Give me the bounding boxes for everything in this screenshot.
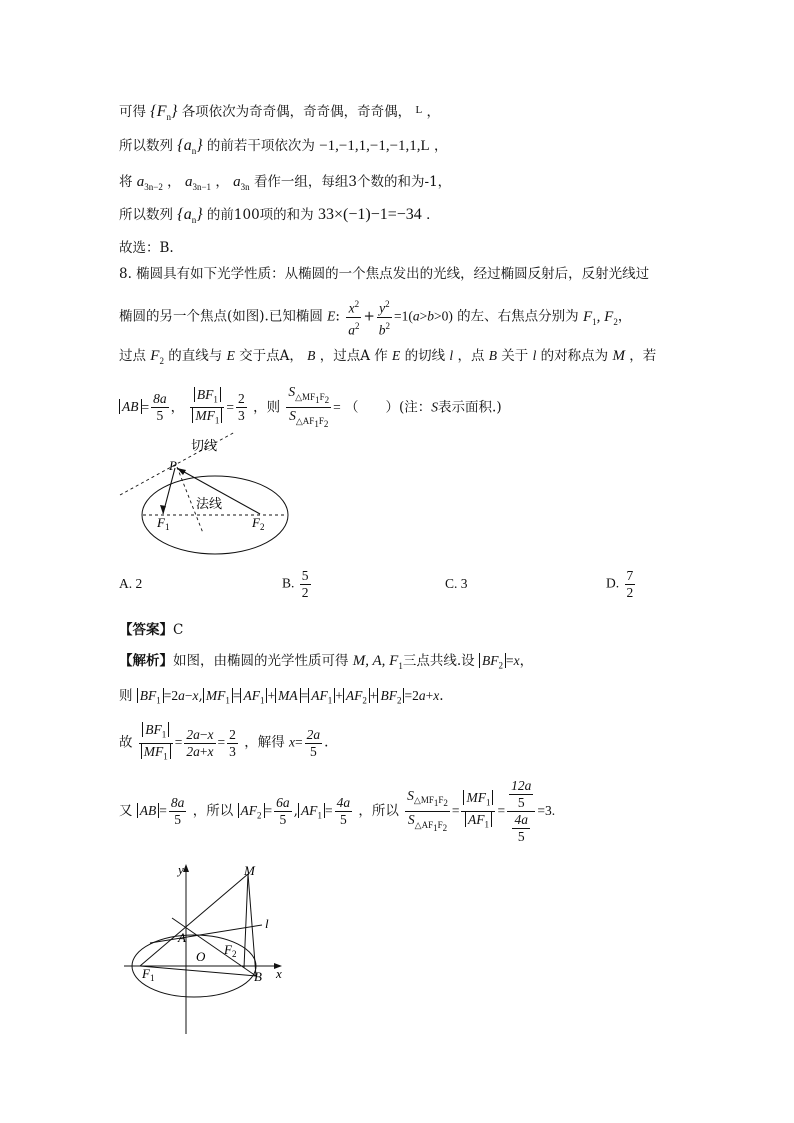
line-1: 可得 $\{F_n\}$ 各项依次为奇奇偶，奇奇偶，奇奇偶， $^L$ ， [119, 103, 441, 123]
option-c[interactable]: C. 3 [445, 576, 468, 591]
svg-text:M: M [244, 863, 255, 878]
svg-text:1: 1 [150, 973, 155, 983]
svg-text:A: A [178, 930, 186, 945]
analysis-line-3: 故 $\frac{BF_1}{MF_1}$ = $\frac{2a-x}{2a+x}$ = $\frac{2}{3}$ ，解得 x= $\frac{2a}{5}$ . [119, 722, 328, 764]
choice-line: 故选：B. [119, 240, 174, 256]
analysis-line-1: 【解析】如图，由椭圆的光学性质可得 M, A, $F_1$三点共线.设 $BF_2 =x$， [119, 653, 534, 671]
question-8-line-2: 椭圆的另一个焦点(如图).已知椭圆 E: $\frac{x^2}{a^2}$ + $\frac{y^2}{b^2}$ =1(a>b>0) 的左、右焦点分别为 $F_1$, $F_2$， [119, 299, 632, 337]
svg-text:x: x [276, 966, 282, 981]
question-8-line-3: 过点 $F_2$ 的直线与 E 交于点A， B ，过点A 作 E 的切线 l ，点 B 关于 l 的对称点为 M ，若 [119, 348, 657, 366]
tangent-line [120, 432, 235, 495]
svg-text:1: 1 [165, 522, 170, 532]
svg-text:O: O [196, 949, 206, 964]
focus-F2-label: F [252, 515, 260, 530]
ellipse-optics-figure [115, 430, 315, 565]
analysis-line-2: 则 $BF_1 =2a-x$, $MF_1 = AF_1$ + MA = $AF_1 + AF_2 + BF_2 =2a+x$. [119, 688, 444, 706]
tangent-label: 切线 [191, 438, 218, 453]
line-3: 将 $a_{3n-2}$ ， $a_{3n-1}$ ， $a_{3n}$ 看作一组，每组3个数的和为-1， [119, 174, 452, 192]
svg-text:F: F [142, 966, 150, 981]
coordinate-figure [120, 862, 300, 1037]
svg-text:F: F [224, 942, 232, 957]
question-8-line-1: 8. 椭圆具有如下光学性质：从椭圆的一个焦点发出的光线，经过椭圆反射后，反射光线过 [119, 266, 650, 282]
svg-text:y: y [178, 862, 184, 877]
option-b[interactable]: B. $\frac{5}{2}$ [282, 568, 309, 600]
svg-text:2: 2 [232, 949, 237, 959]
line-4: 所以数列 $\{a_n\}$ 的前100项的和为 33×(−1)−1=−34 ． [119, 206, 440, 226]
seq-F: $\{F_n\}$ [150, 103, 178, 123]
option-a[interactable]: A. 2 [119, 576, 143, 591]
svg-text:l: l [265, 916, 269, 931]
line-2: 所以数列 $\{a_n\}$ 的前若干项依次为 −1,−1,1,−1,−1,1,L ， [119, 137, 448, 157]
focus-F1-label: F [157, 515, 165, 530]
normal-label: 法线 [196, 496, 223, 511]
option-d[interactable]: D. $\frac{7}{2}$ [606, 568, 634, 600]
point-P-label: P [169, 458, 177, 473]
question-8-line-4: AB = $\frac{8a}{5}$ ， $\frac{BF_1}{MF_1}$ = $\frac{2}{3}$ ，则 $\frac{S_{\triangle MF_1F_2}}{S_{\triangle AF_1F_2}}$ = （ ）(注：S表示面积.) [119, 384, 502, 432]
svg-text:B: B [254, 969, 262, 984]
svg-text:2: 2 [260, 522, 265, 532]
answer-line: 【答案】C [119, 622, 184, 638]
analysis-line-4: 又 AB = $\frac{8a}{5}$ ，所以 $AF_2$ = $\frac{6a}{5}$ , $AF_1$ = $\frac{4a}{5}$ ，所以 $\frac{S_{\triangle MF_1F_2}}{S_{\triangle AF_1F_2}}$ = $\frac{MF_1}{AF_1}$ = $\frac{\frac{12a}{5}}{\frac{4a}{5}}$ =3. [119, 778, 556, 844]
